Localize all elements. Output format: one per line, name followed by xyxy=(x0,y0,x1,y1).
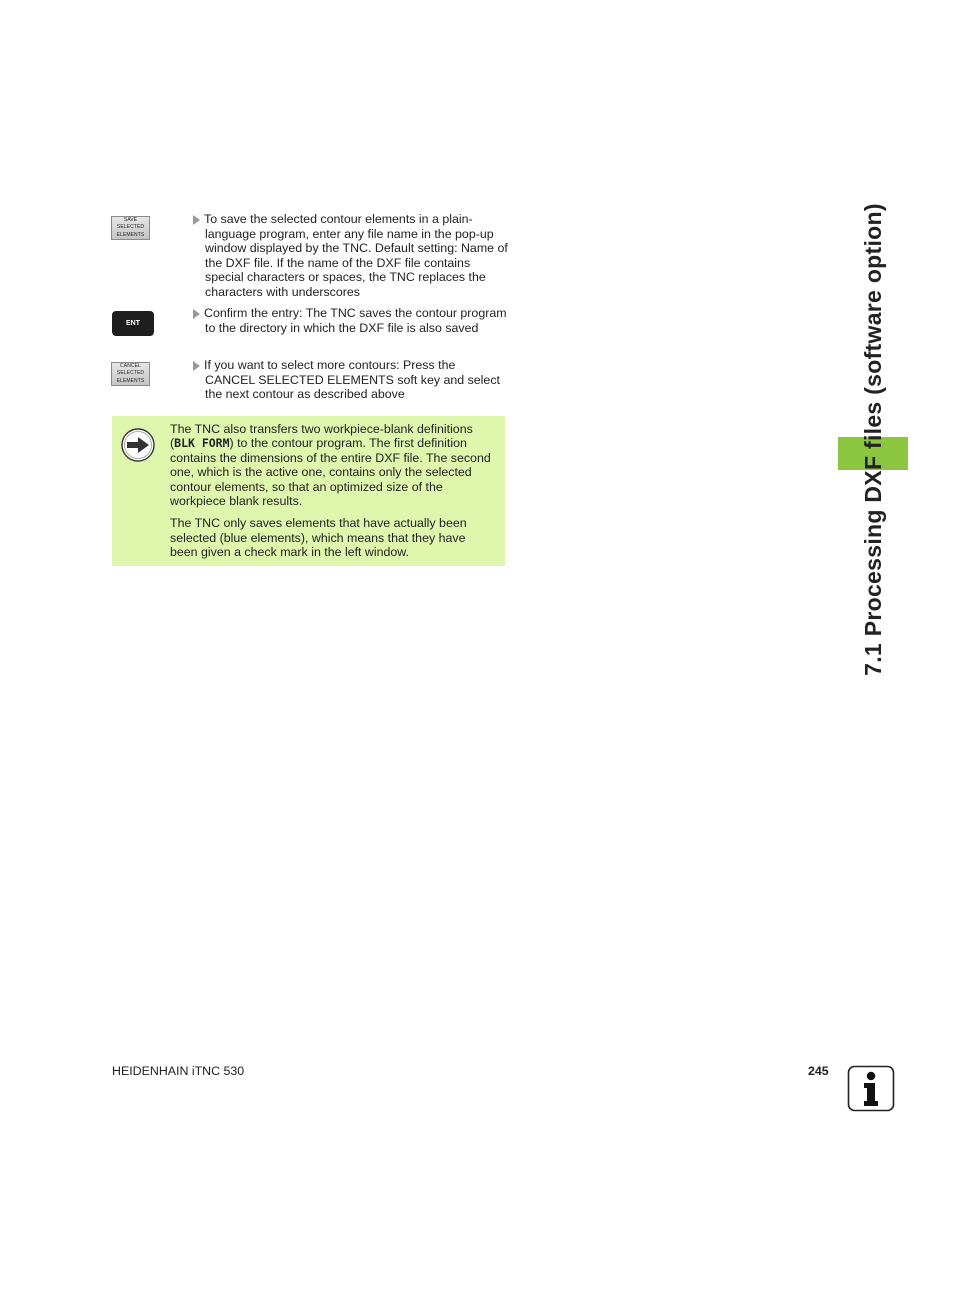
softkey-label-line: SELECTED xyxy=(116,224,145,231)
ent-key-label: ENT xyxy=(126,320,140,327)
chapter-title-text: 7.1 Processing DXF files (software option) xyxy=(859,202,886,676)
step-confirm-entry xyxy=(193,306,508,335)
ent-key[interactable] xyxy=(112,311,154,336)
step-text: If you want to select more contours: Press the CANCEL SELECTED ELEMENTS soft key and select the next contour as described above xyxy=(204,358,500,401)
step-arrow-icon xyxy=(193,309,200,319)
arrow-right-icon xyxy=(120,427,156,463)
page-number: 245 xyxy=(808,1064,829,1078)
softkey-label-line: ELEMENTS xyxy=(116,231,145,238)
cancel-selected-elements-softkey[interactable] xyxy=(111,362,150,386)
softkey-label-line: SELECTED xyxy=(116,370,145,377)
footer-product: HEIDENHAIN iTNC 530 xyxy=(112,1064,245,1078)
save-selected-elements-softkey[interactable] xyxy=(111,216,150,240)
blk-form-code: BLK FORM xyxy=(174,436,230,451)
note-text xyxy=(170,422,494,568)
note-box xyxy=(112,416,505,566)
chapter-title-vertical xyxy=(838,202,908,676)
step-arrow-icon xyxy=(193,215,200,225)
softkey-label-line: CANCEL xyxy=(120,362,141,369)
step-text: To save the selected contour elements in a plain-language program, enter any file name in the pop-up window displayed by the TNC. Default setting: Name of the DXF file. If the name of the DXF file contains special characters or spaces, the TNC replaces the characters with underscores xyxy=(204,212,508,299)
note-paragraph xyxy=(170,422,494,508)
note-text-segment: The TNC also transfers two workpiece-blank definitions ( xyxy=(170,422,473,451)
step-arrow-icon xyxy=(193,361,200,371)
step-text: Confirm the entry: The TNC saves the contour program to the directory in which the DXF file is also saved xyxy=(204,306,507,335)
step-save-contour xyxy=(193,212,508,299)
softkey-label-line: ELEMENTS xyxy=(116,377,145,384)
softkey-label-line: SAVE xyxy=(123,216,138,223)
info-icon xyxy=(847,1065,895,1112)
note-paragraph: The TNC only saves elements that have actually been selected (blue elements), which means that they have been given a check mark in the left window. xyxy=(170,516,467,560)
note-text-segment: ) to the contour program. The first definition contains the dimensions of the entire DXF file. The second one, which is the active one, contains only the selected contour elements, so that an optimized size of the workpiece blank results. xyxy=(170,436,491,509)
step-select-more xyxy=(193,358,508,402)
